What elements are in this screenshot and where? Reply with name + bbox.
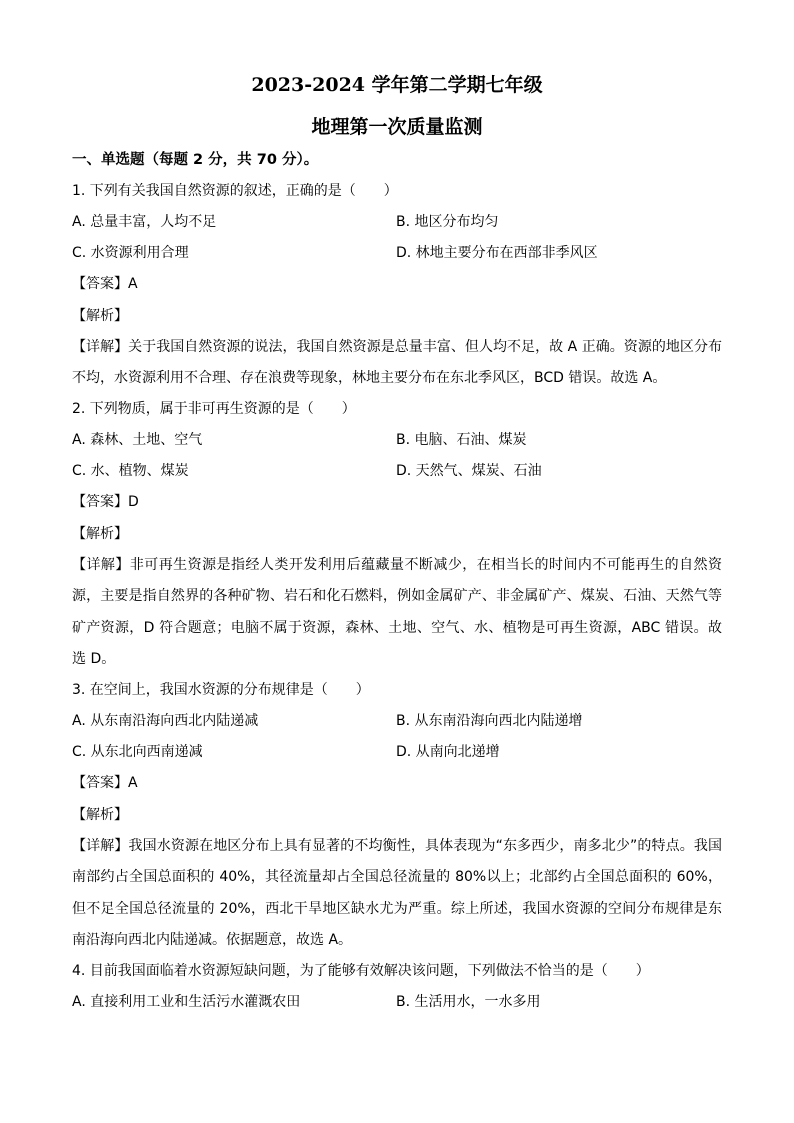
section-title: 一、单选题（每题 2 分，共 70 分）。 <box>72 152 319 168</box>
question-1-option-a: A. 总量丰富，人均不足 <box>72 214 217 230</box>
question-3-option-b: B. 从东南沿海向西北内陆递增 <box>396 713 583 729</box>
question-3-option-a: A. 从东南沿海向西北内陆递减 <box>72 713 259 729</box>
question-1-detail: 【详解】关于我国自然资源的说法，我国自然资源是总量丰富、但人均不足，故 A 正确。资源的地区分布不均，水资源利用不合理、存在浪费等现象，林地主要分布在东北季风区，BCD 错误。故选 A。 <box>72 339 722 387</box>
question-1-answer: 【答案】A <box>72 276 138 292</box>
question-2-answer: 【答案】D <box>72 494 139 510</box>
question-1-analysis-label: 【解析】 <box>72 308 128 324</box>
question-3-detail: 【详解】我国水资源在地区分布上具有显著的不均衡性，具体表现为“东多西少，南多北少”的特点。我国南部约占全国总面积的 40%，其径流量却占全国总径流量的 80%以上；北部约占全国总面积的 60%，但不足全国总径流量的 20%，西北干旱地区缺水尤为严重。综上所述，我国水资源的空间分布规律是东南沿海向西北内陆递减。依据题意，故选 A。 <box>72 838 722 948</box>
question-3-option-c: C. 从东北向西南递减 <box>72 744 203 760</box>
question-1-option-b: B. 地区分布均匀 <box>396 214 499 230</box>
question-1-option-d: D. 林地主要分布在西部非季风区 <box>396 245 598 261</box>
question-4-option-a: A. 直接利用工业和生活污水灌溉农田 <box>72 994 301 1010</box>
question-3-stem: 3. 在空间上，我国水资源的分布规律是（ ） <box>72 682 370 698</box>
question-3-answer: 【答案】A <box>72 775 138 791</box>
question-4-stem: 4. 目前我国面临着水资源短缺问题，为了能够有效解决该问题，下列做法不恰当的是（ ） <box>72 963 650 979</box>
question-1-option-c: C. 水资源利用合理 <box>72 245 189 261</box>
question-3-option-d: D. 从南向北递增 <box>396 744 500 760</box>
question-2-option-a: A. 森林、土地、空气 <box>72 432 203 448</box>
page-title-line1: 2023-2024 学年第二学期七年级 <box>251 74 543 96</box>
page-title-line2: 地理第一次质量监测 <box>311 116 483 138</box>
question-2-option-b: B. 电脑、石油、煤炭 <box>396 432 527 448</box>
question-2-option-c: C. 水、植物、煤炭 <box>72 463 189 479</box>
question-4-option-b: B. 生活用水，一水多用 <box>396 994 541 1010</box>
question-2-detail: 【详解】非可再生资源是指经人类开发利用后蕴藏量不断减少，在相当长的时间内不可能再生的自然资源，主要是指自然界的各种矿物、岩石和化石燃料，例如金属矿产、非金属矿产、煤炭、石油、天然气等矿产资源，D 符合题意；电脑不属于资源，森林、土地、空气、水、植物是可再生资源，ABC 错误。故选 D。 <box>72 557 722 667</box>
question-1-stem: 1. 下列有关我国自然资源的叙述，正确的是（ ） <box>72 183 398 199</box>
question-2-option-d: D. 天然气、煤炭、石油 <box>396 463 542 479</box>
question-3-analysis-label: 【解析】 <box>72 807 128 823</box>
question-2-analysis-label: 【解析】 <box>72 526 128 542</box>
question-2-stem: 2. 下列物质，属于非可再生资源的是（ ） <box>72 401 356 417</box>
